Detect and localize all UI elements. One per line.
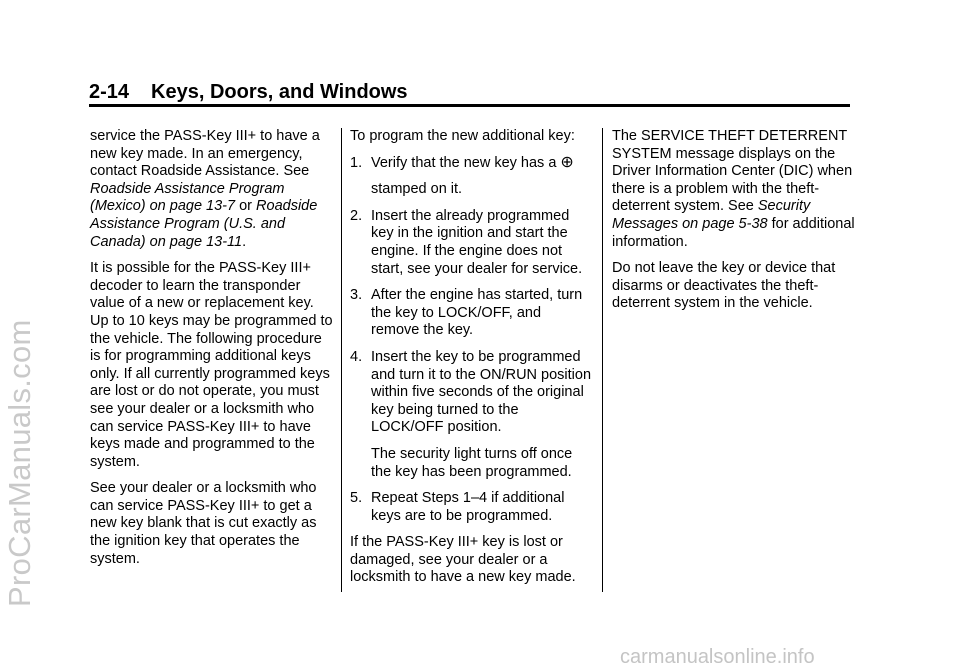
bottom-watermark: carmanualsonline.info <box>620 646 815 668</box>
section-title: Keys, Doors, and Windows <box>151 81 408 103</box>
step-number: 4. <box>350 348 363 365</box>
step-4: 4. Insert the key to be programmed and turn it to the ON/RUN position within five seconds of the original key being turned to the LOCK/OFF position. The security light turns off once the key has been programmed. <box>350 348 592 480</box>
column-3 <box>612 128 857 322</box>
page-header <box>89 81 408 104</box>
page-number: 2-14 <box>89 81 130 103</box>
programming-steps <box>350 155 592 526</box>
paragraph-lost-key: If the PASS-Key III+ key is lost or damaged, see your dealer or a locksmith to have a new key made. <box>350 534 576 586</box>
link-roadside-us-canada[interactable]: Roadside Assistance Program (U.S. and Canada) on page 13-11 <box>90 198 318 250</box>
column-divider-1 <box>341 128 342 592</box>
paragraph-pass-key-service: service the PASS-Key III+ to have a new key made. In an emergency, contact Roadside Assistance. See Roadside Assistance Program (Mexico) on page 13-7 or Roadside Assistance Program (U.S. and Canada) on page 13-11. <box>90 128 320 250</box>
column-1 <box>90 128 335 577</box>
paragraph-do-not-leave-key: Do not leave the key or device that disarms or deactivates the theft-deterrent system in the vehicle. <box>612 260 836 312</box>
paragraph-decoder-learn: It is possible for the PASS-Key III+ decoder to learn the transponder value of a new or replacement key. Up to 10 keys may be programmed to the vehicle. The following procedure is for programming additional keys only. If all currently programmed keys are lost or do not operate, you must see your dealer or a locksmith who can service PASS-Key III+ to have keys made and programmed to the system. <box>90 260 333 470</box>
side-watermark: ProCarManuals.com <box>2 319 37 607</box>
step-2: 2. Insert the already programmed key in the ignition and start the engine. If the engine does not start, see your dealer for service. <box>350 207 583 277</box>
step-number: 3. <box>350 287 363 304</box>
step-number: 5. <box>350 490 363 507</box>
procedure-intro: To program the new additional key: <box>350 128 575 144</box>
paragraph-key-blank: See your dealer or a locksmith who can service PASS-Key III+ to get a new key blank that is cut exactly as the ignition key that operates the system. <box>90 480 317 567</box>
column-divider-2 <box>602 128 603 592</box>
link-roadside-mexico[interactable]: Roadside Assistance Program (Mexico) on page 13-7 <box>90 180 285 215</box>
step-1: 1. Verify that the new key has a ⊕ stamped on it. <box>350 153 574 198</box>
header-rule <box>89 104 850 107</box>
step-4-note: The security light turns off once the key has been programmed. <box>371 445 573 480</box>
step-3: 3. After the engine has started, turn the key to LOCK/OFF, and remove the key. <box>350 287 583 339</box>
column-2 <box>350 128 592 596</box>
link-security-messages[interactable]: Security Messages on page 5-38 <box>612 198 811 232</box>
step-5: 5. Repeat Steps 1–4 if additional keys are to be programmed. <box>350 490 565 524</box>
step-number: 2. <box>350 207 363 224</box>
step-number: 1. <box>350 154 363 171</box>
paragraph-dic-message: The SERVICE THEFT DETERRENT SYSTEM message displays on the Driver Information Center (DIC) when there is a problem with the theft-deterrent system. See Security Messages on page 5-38 for additional information. <box>612 128 855 250</box>
transponder-key-icon: ⊕ <box>560 153 574 171</box>
